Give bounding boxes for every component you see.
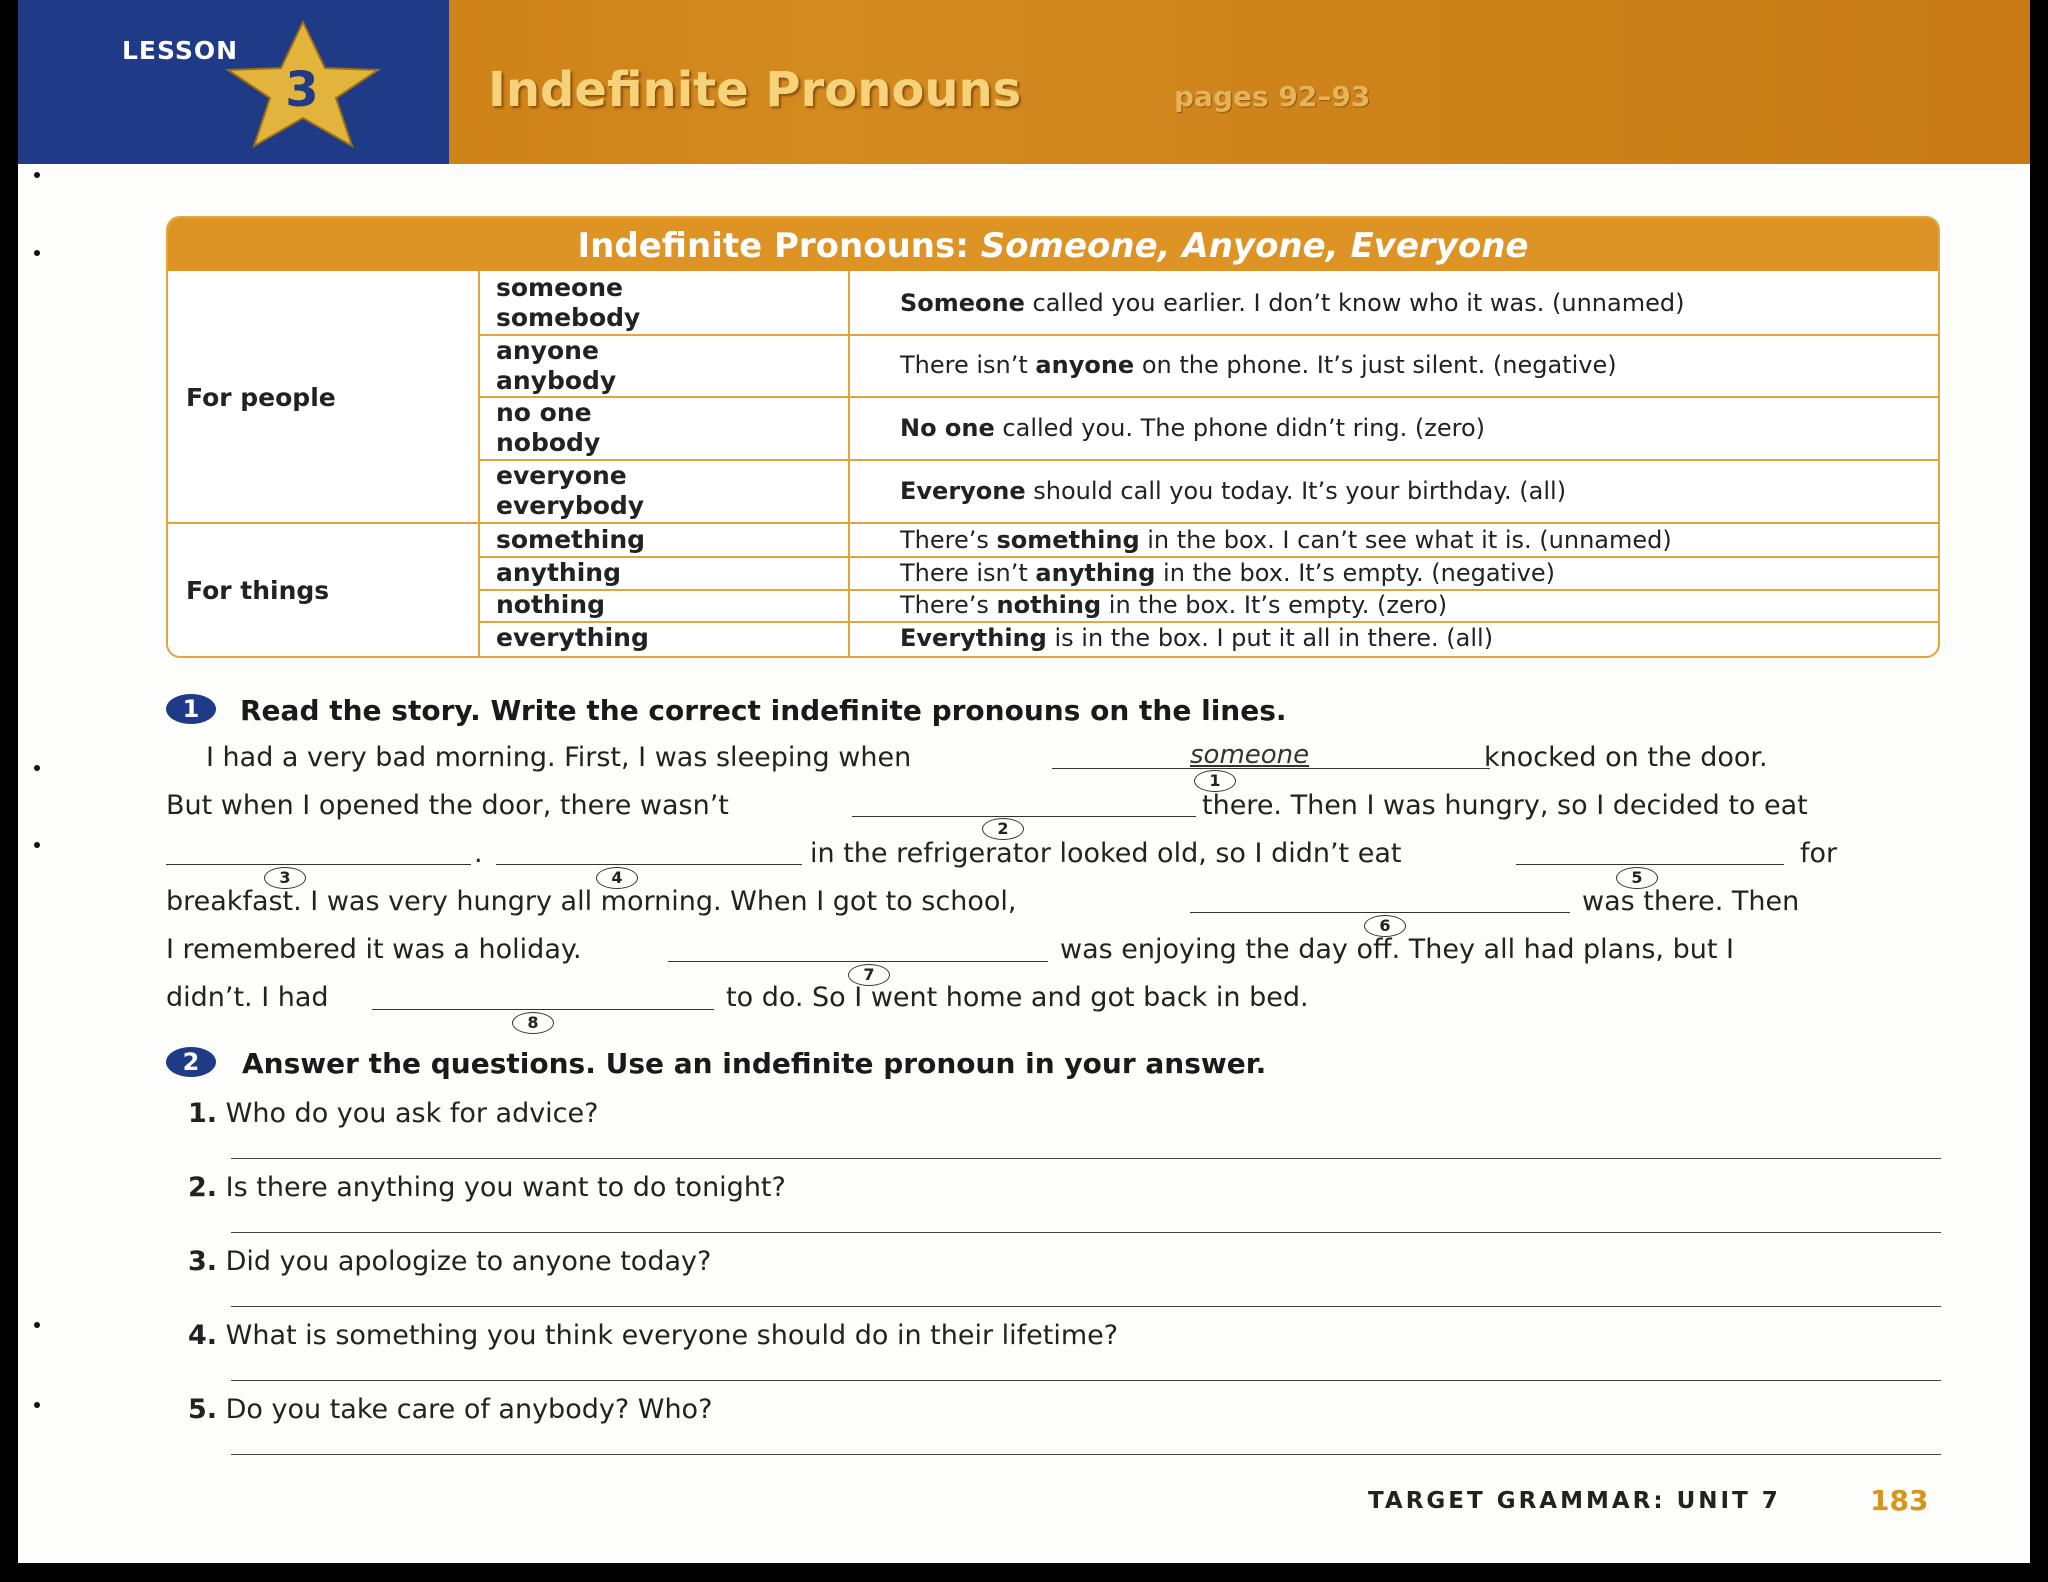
question: 2. Is there anything you want to do tonight? <box>188 1172 786 1203</box>
pronoun-pair: everyone everybody <box>496 461 645 520</box>
pronoun: anything <box>496 558 621 587</box>
question: 3. Did you apologize to anyone today? <box>188 1246 712 1277</box>
grammar-chart-title: Indefinite Pronouns: Someone, Anyone, Everyone <box>168 218 1938 271</box>
row-divider <box>480 459 1938 461</box>
answer-line[interactable] <box>231 1306 1941 1307</box>
answer-line[interactable] <box>231 1158 1941 1159</box>
story-text: in the refrigerator looked old, so I didn’t eat <box>810 838 1402 869</box>
column-divider <box>478 271 480 656</box>
blank-number: 5 <box>1616 867 1658 889</box>
exercise-number-badge: 2 <box>166 1047 216 1077</box>
story-text: knocked on the door. <box>1484 742 1768 773</box>
story-text: didn’t. I had <box>166 982 329 1013</box>
example-sentence: There isn’t anyone on the phone. It’s just silent. (negative) <box>900 351 1617 379</box>
blank-number: 2 <box>982 818 1024 840</box>
answer-blank[interactable] <box>166 864 471 865</box>
footer-unit-label: TARGET GRAMMAR: UNIT 7 <box>1368 1488 1781 1514</box>
category-things: For things <box>186 576 330 605</box>
blank-number: 4 <box>596 867 638 889</box>
story-text: But when I opened the door, there wasn’t <box>166 790 729 821</box>
answer-blank[interactable] <box>1516 864 1784 865</box>
blank-number: 6 <box>1364 915 1406 937</box>
category-people: For people <box>186 383 336 412</box>
question: 5. Do you take care of anybody? Who? <box>188 1394 713 1425</box>
pronoun-pair: anyone anybody <box>496 336 617 395</box>
workbook-page <box>18 0 2030 1563</box>
margin-dot <box>34 765 40 771</box>
row-divider <box>168 522 1938 524</box>
exercise-1-instruction: Read the story. Write the correct indefinite pronouns on the lines. <box>240 694 1287 727</box>
exercise-number-badge: 1 <box>166 694 216 724</box>
page-reference: pages 92–93 <box>1174 80 1371 113</box>
story-text: I had a very bad morning. First, I was sleeping when <box>206 742 912 773</box>
story-text: there. Then I was hungry, so I decided to eat <box>1202 790 1808 821</box>
sample-answer: someone <box>1190 740 1310 770</box>
answer-line[interactable] <box>231 1454 1941 1455</box>
story-text: I remembered it was a holiday. <box>166 934 582 965</box>
example-sentence: No one called you. The phone didn’t ring. (zero) <box>900 414 1485 442</box>
answer-blank[interactable] <box>1190 912 1570 913</box>
answer-blank[interactable] <box>668 961 1048 962</box>
pronoun-pair: someone somebody <box>496 273 641 332</box>
example-sentence: Everyone should call you today. It’s your birthday. (all) <box>900 477 1567 505</box>
blank-number: 7 <box>848 964 890 986</box>
pronoun: something <box>496 525 646 554</box>
question: 4. What is something you think everyone should do in their lifetime? <box>188 1320 1119 1351</box>
page-title: Indefinite Pronouns <box>488 62 1022 118</box>
column-divider <box>848 271 850 656</box>
answer-line[interactable] <box>231 1232 1941 1233</box>
story-text: . <box>474 838 483 869</box>
row-divider <box>480 334 1938 336</box>
answer-blank[interactable] <box>372 1009 714 1010</box>
row-divider <box>480 556 1938 558</box>
question: 1. Who do you ask for advice? <box>188 1098 599 1129</box>
margin-dot <box>34 1402 40 1408</box>
story-text: was enjoying the day off. They all had plans, but I <box>1060 934 1734 965</box>
row-divider <box>480 621 1938 623</box>
exercise-2-instruction: Answer the questions. Use an indefinite pronoun in your answer. <box>242 1047 1267 1080</box>
answer-line[interactable] <box>231 1380 1941 1381</box>
answer-blank[interactable] <box>852 816 1196 817</box>
story-text: was there. Then <box>1582 886 1800 917</box>
pronoun-pair: no one nobody <box>496 398 601 457</box>
blank-number: 8 <box>512 1012 554 1034</box>
blank-number: 1 <box>1194 770 1236 792</box>
example-sentence: There isn’t anything in the box. It’s empty. (negative) <box>900 559 1555 587</box>
lesson-label: LESSON <box>122 36 239 65</box>
pronoun: nothing <box>496 590 605 619</box>
lesson-number: 3 <box>285 62 319 118</box>
example-sentence: Everything is in the box. I put it all in there. (all) <box>900 624 1494 652</box>
example-sentence: There’s something in the box. I can’t see what it is. (unnamed) <box>900 526 1672 554</box>
margin-dot <box>34 842 40 848</box>
pronoun: everything <box>496 623 649 652</box>
margin-dot <box>34 172 40 178</box>
story-text: breakfast. I was very hungry all morning. When I got to school, <box>166 886 1017 917</box>
answer-blank[interactable] <box>496 864 802 865</box>
grammar-chart <box>166 216 1940 658</box>
lesson-header <box>18 0 2030 164</box>
example-sentence: There’s nothing in the box. It’s empty. (zero) <box>900 591 1448 619</box>
blank-number: 3 <box>264 867 306 889</box>
page-number: 183 <box>1870 1484 1929 1517</box>
example-sentence: Someone called you earlier. I don’t know who it was. (unnamed) <box>900 289 1685 317</box>
story-text: to do. So I went home and got back in bed. <box>726 982 1309 1013</box>
row-divider <box>480 396 1938 398</box>
margin-dot <box>34 250 40 256</box>
story-text: for <box>1800 838 1838 869</box>
margin-dot <box>34 1322 40 1328</box>
